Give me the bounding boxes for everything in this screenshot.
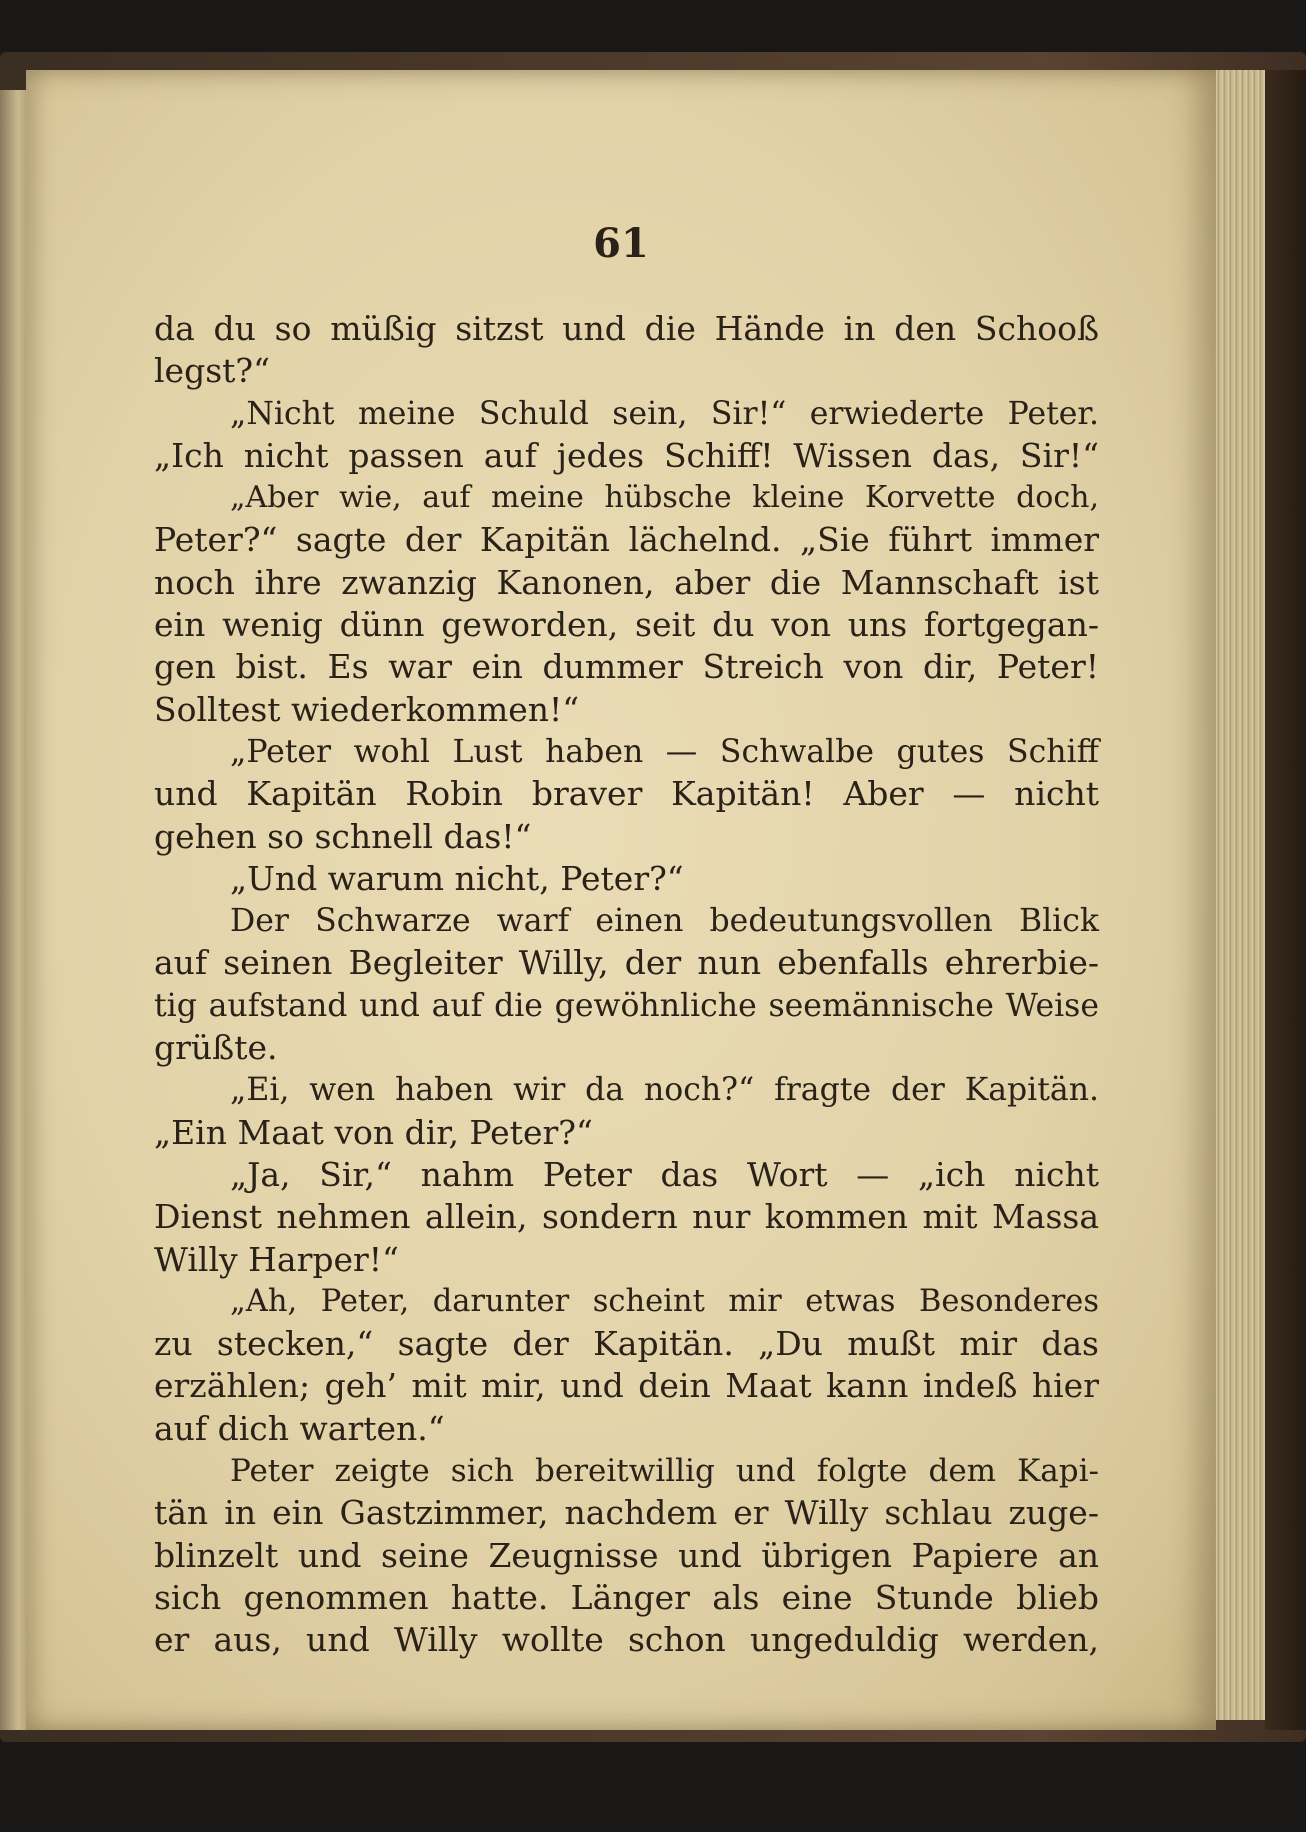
text-line: tän in ein Gastzimmer, nachdem er Willy schlau zuge- (154, 1493, 1099, 1533)
text-line: „Nicht meine Schuld sein, Sir!“ erwiederte Peter. (230, 395, 1099, 432)
text-line: „Ja, Sir,“ nahm Peter das Wort — „ich nicht (230, 1154, 1099, 1194)
text-line: und Kapitän Robin braver Kapitän! Aber — nicht (154, 774, 1099, 814)
text-line: auf seinen Begleiter Willy, der nun ebenfalls ehrerbie- (154, 943, 1099, 983)
text-line: zu stecken,“ sagte der Kapitän. „Du mußt mir das (154, 1324, 1099, 1364)
text-line: gen bist. Es war ein dummer Streich von dir, Peter! (154, 647, 1099, 687)
text-line: noch ihre zwanzig Kanonen, aber die Mannschaft ist (154, 562, 1099, 602)
text-line: tig aufstand und auf die gewöhnliche seemännische Weise (154, 987, 1099, 1024)
book-spine (1265, 70, 1306, 1730)
text-line: „Peter wohl Lust haben — Schwalbe gutes Schiff (230, 733, 1099, 770)
text-line: sich genommen hatte. Länger als eine Stunde blieb (154, 1577, 1099, 1617)
text-line: blinzelt und seine Zeugnisse und übrigen Papiere an (154, 1535, 1099, 1575)
page-number: 61 (593, 220, 649, 267)
text-line: „Aber wie, auf meine hübsche kleine Korvette doch, (230, 480, 1099, 516)
book-page (26, 70, 1216, 1730)
text-line: da du so müßig sitzst und die Hände in den Schooß (154, 309, 1099, 348)
left-page-edge (0, 90, 26, 1730)
text-line: Solltest wiederkommen!“ (154, 689, 580, 729)
text-line: ein wenig dünn geworden, seit du von uns fortgegan- (154, 605, 1099, 645)
text-line: auf dich warten.“ (154, 1408, 445, 1448)
text-line: gehen so schnell das!“ (154, 816, 532, 856)
text-line: Willy Harper!“ (154, 1239, 399, 1279)
text-line: „Ich nicht passen auf jedes Schiff! Wissen das, Sir!“ (154, 435, 1099, 475)
text-line: Dienst nehmen allein, sondern nur kommen mit Massa (154, 1197, 1099, 1237)
text-line: Peter zeigte sich bereitwillig und folgte dem Kapi- (230, 1453, 1099, 1490)
text-line: „Und warum nicht, Peter?“ (230, 858, 684, 898)
text-line: erzählen; geh’ mit mir, und dein Maat kann indeß hier (154, 1366, 1099, 1406)
page-text (154, 308, 1099, 1662)
text-line: „Ah, Peter, darunter scheint mir etwas Besonderes (230, 1283, 1099, 1319)
text-line: Der Schwarze warf einen bedeutungsvollen Blick (230, 903, 1099, 940)
text-line: „Ein Maat von dir, Peter?“ (154, 1112, 593, 1152)
text-line: legst?“ (154, 351, 270, 391)
text-line: er aus, und Willy wollte schon ungeduldig werden, (154, 1620, 1099, 1660)
text-line: grüßte. (154, 1028, 278, 1068)
text-line: „Ei, wen haben wir da noch?“ fragte der Kapitän. (230, 1072, 1099, 1109)
text-line: Peter?“ sagte der Kapitän lächelnd. „Sie führt immer (154, 520, 1099, 560)
